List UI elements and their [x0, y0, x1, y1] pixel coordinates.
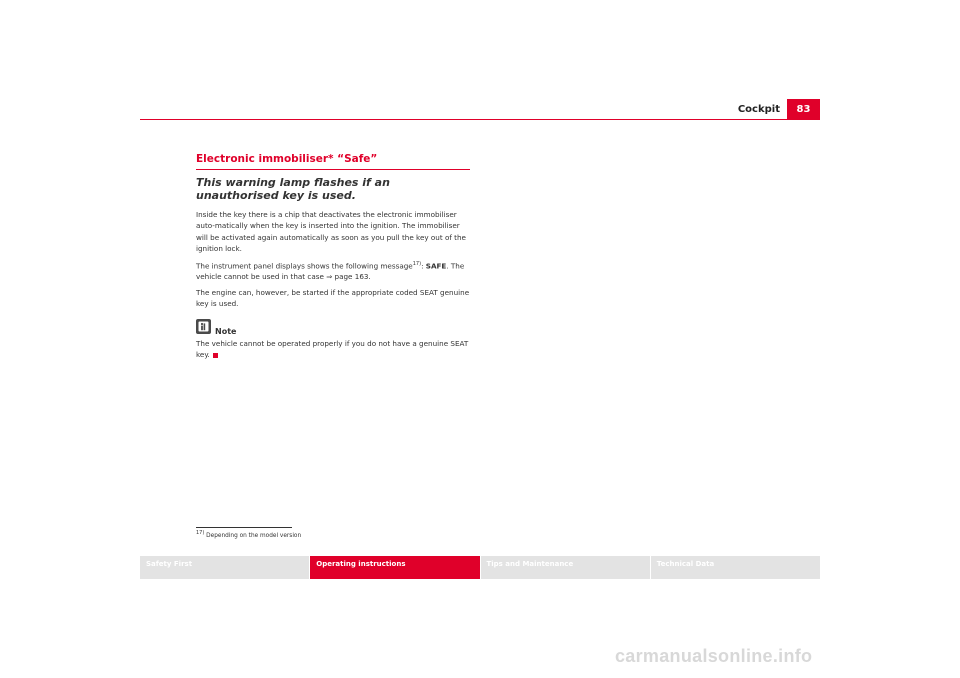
safe-message-code: SAFE: [425, 261, 447, 271]
note-header: [196, 318, 470, 336]
nav-tab-operating-instructions[interactable]: Operating instructions: [310, 556, 479, 579]
nav-tab-tips-and-maintenance[interactable]: Tips and Maintenance: [481, 556, 650, 579]
article-subheading: This warning lamp flashes if an unauthorised key is used.: [196, 176, 390, 202]
footnote-reference[interactable]: 17): [412, 260, 422, 267]
footnote: [196, 530, 301, 539]
footnote-marker: 17): [196, 530, 205, 536]
paragraph-genuine-key: The engine can, however, be started if the appropriate coded SEAT genuine key is used.: [196, 287, 470, 309]
note-text-content: The vehicle cannot be operated properly if you do not have a genuine SEAT key.: [196, 338, 469, 360]
note-label: Note: [215, 326, 237, 336]
colon: :: [421, 261, 426, 271]
nav-tab-safety-first[interactable]: Safety First: [140, 556, 309, 579]
footnote-rule: [196, 527, 292, 528]
end-of-section-marker: [213, 353, 218, 358]
article: [196, 153, 470, 364]
footnote-text: Depending on the model version: [206, 532, 302, 539]
header-rule: [140, 119, 820, 120]
watermark: carmanualsonline.info: [615, 646, 813, 666]
paragraph-safe-message: [196, 259, 470, 283]
nav-tab-technical-data[interactable]: Technical Data: [651, 556, 820, 579]
section-title: Cockpit: [737, 104, 780, 115]
page-reference-link[interactable]: ⇒ page 163.: [326, 272, 371, 282]
page-number: 83: [787, 99, 820, 119]
paragraph-text: The instrument panel displays shows the following message: [196, 261, 413, 271]
bottom-navigation: [140, 556, 820, 579]
paragraph-key-chip: Inside the key there is a chip that deactivates the electronic immobiliser auto-matically when the key is inserted into the ignition. The immobiliser will be activated again automatically as soon as you pull the key out of the ignition lock.: [196, 210, 466, 254]
note-text: [196, 338, 470, 361]
note-icon: [196, 319, 211, 334]
paragraph-text: . The vehicle cannot be used in that case: [196, 261, 465, 282]
article-heading: Electronic immobiliser* “Safe”: [196, 153, 470, 170]
